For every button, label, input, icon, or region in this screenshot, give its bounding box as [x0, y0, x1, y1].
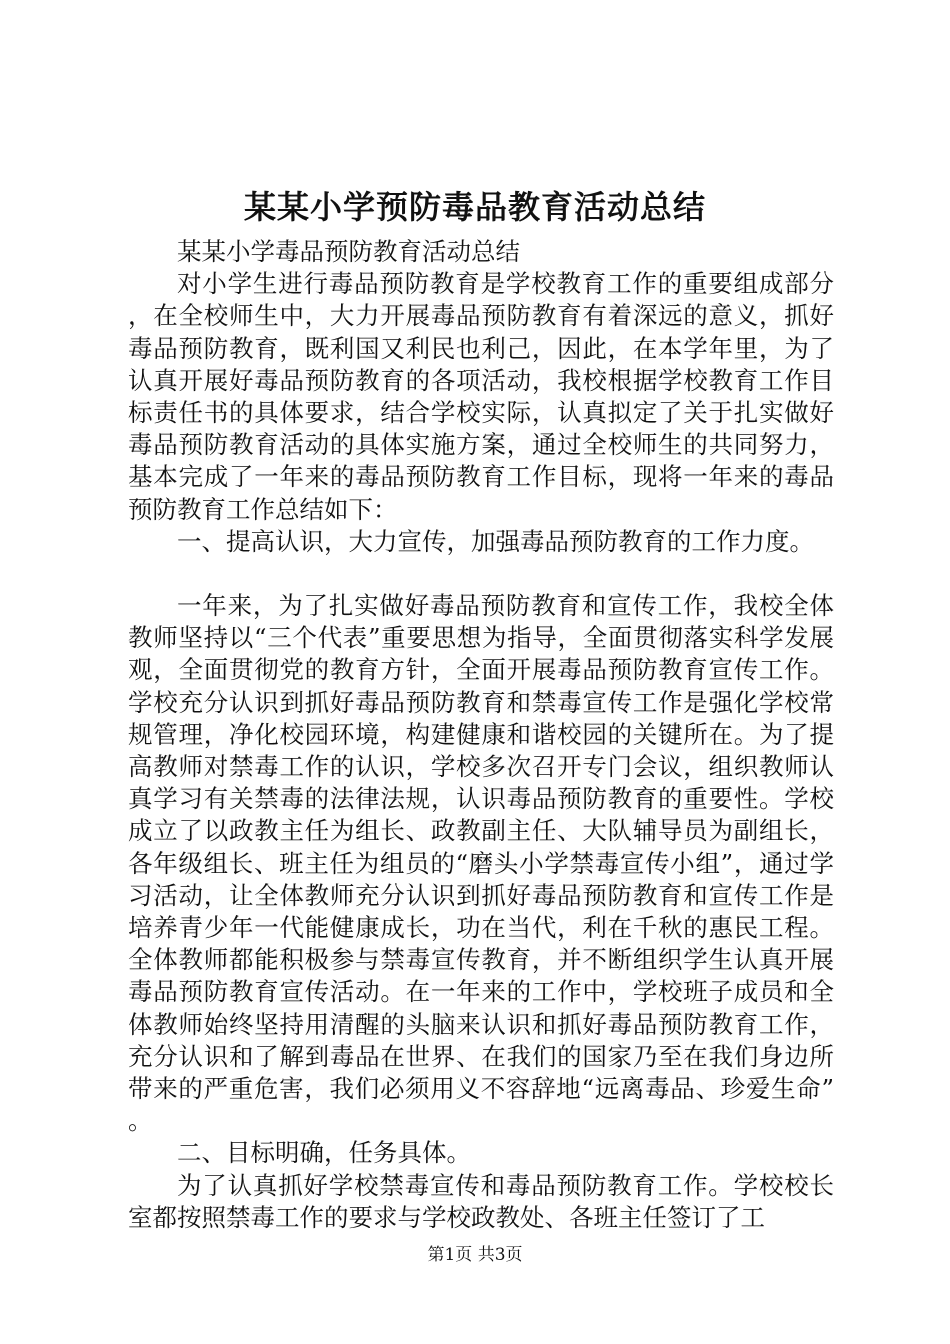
section-heading-two: 二、目标明确，任务具体。	[177, 1138, 471, 1168]
document-body	[128, 236, 834, 1234]
subtitle-paragraph: 某某小学毒品预防教育活动总结	[177, 237, 520, 266]
section-heading-one: 一、提高认识，大力宣传，加强毒品预防教育的工作力度。	[177, 526, 814, 556]
section-one-paragraph: 一年来，为了扎实做好毒品预防教育和宣传工作，我校全体教师坚持以“三个代表”重要思想为指导，全面贯彻落实科学发展观，全面贯彻党的教育方针，全面开展毒品预防教育宣传工作。学校充分认识到抓好毒品预防教育和禁毒宣传工作是强化学校常规管理，净化校园环境，构建健康和谐校园的关键所在。为了提高教师对禁毒工作的认识，学校多次召开专门会议，组织教师认真学习有关禁毒的法律法规，认识毒品预防教育的重要性。学校成立了以政教主任为组长、政教副主任、大队辅导员为副组长，各年级组长、班主任为组员的“磨头小学禁毒宣传小组”，通过学习活动，让全体教师充分认识到抓好毒品预防教育和宣传工作是培养青少年一代能健康成长，功在当代，利在千秋的惠民工程。全体教师都能积极参与禁毒宣传教育，并不断组织学生认真开展毒品预防教育宣传活动。在一年来的工作中，学校班子成员和全体教师始终坚持用清醒的头脑来认识和抓好毒品预防教育工作，充分认识和了解到毒品在世界、在我们的国家乃至在我们身边所带来的严重危害，我们必须用义不容辞地“远离毒品、珍爱生命”。	[128, 591, 834, 1136]
page-number-footer: 第1页 共3页	[427, 1245, 523, 1265]
intro-paragraph: 对小学生进行毒品预防教育是学校教育工作的重要组成部分，在全校师生中，大力开展毒品预防教育有着深远的意义，抓好毒品预防教育，既利国又利民也利己，因此，在本学年里，为了认真开展好毒品预防教育的各项活动，我校根据学校教育工作目标责任书的具体要求，结合学校实际，认真拟定了关于扎实做好毒品预防教育活动的具体实施方案，通过全校师生的共同努力，基本完成了一年来的毒品预防教育工作目标，现将一年来的毒品预防教育工作总结如下：	[128, 269, 834, 524]
page-title: 某某小学预防毒品教育活动总结	[243, 188, 706, 226]
section-two-paragraph: 为了认真抓好学校禁毒宣传和毒品预防教育工作。学校校长室都按照禁毒工作的要求与学校政教处、各班主任签订了工	[128, 1170, 834, 1232]
